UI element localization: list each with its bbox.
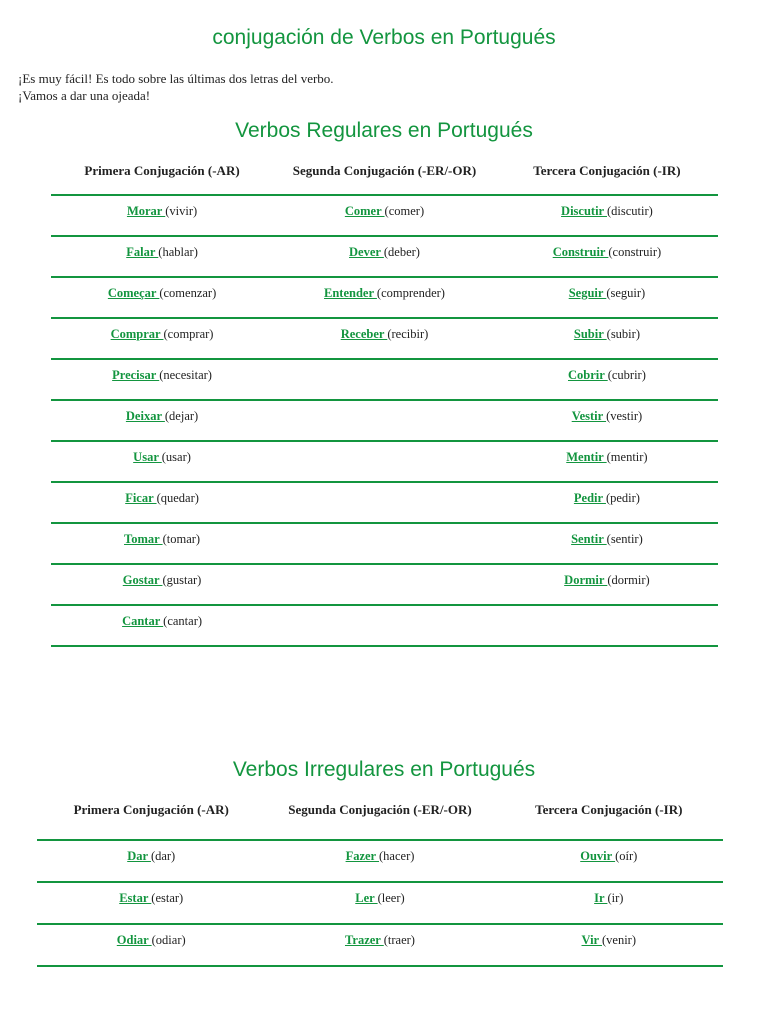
verb-link[interactable]: Dormir [564, 573, 608, 587]
verb-translation: (pedir) [605, 491, 640, 505]
table-cell [37, 924, 265, 966]
verb-link[interactable]: Dar [127, 849, 151, 863]
table-cell [51, 318, 273, 359]
table-row [51, 400, 718, 441]
verb-link[interactable]: Comprar [110, 327, 164, 341]
table-row [51, 523, 718, 564]
verb-translation: (comprender) [376, 286, 445, 300]
table-row [51, 195, 718, 236]
verb-link[interactable]: Discutir [561, 204, 607, 218]
verb-translation: (dar) [150, 849, 176, 863]
table-header-row [51, 163, 718, 195]
column-header-ir: Tercera Conjugación (-IR) [496, 163, 718, 195]
table-cell [51, 359, 273, 400]
verb-translation: (seguir) [606, 286, 646, 300]
table-cell [37, 840, 265, 882]
table-cell [273, 564, 496, 605]
table-cell [51, 441, 273, 482]
intro-line-1: ¡Es muy fácil! Es todo sobre las últimas dos letras del verbo. [18, 71, 334, 86]
table-row [37, 882, 723, 924]
regular-verbs-table [51, 163, 718, 647]
table-cell [51, 605, 273, 646]
column-header-ir: Tercera Conjugación (-IR) [495, 802, 723, 840]
table-cell [496, 564, 718, 605]
verb-link[interactable]: Sentir [571, 532, 607, 546]
intro-line-2: ¡Vamos a dar una ojeada! [18, 88, 151, 103]
column-header-ar: Primera Conjugación (-AR) [37, 802, 265, 840]
verb-translation: (recibir) [387, 327, 429, 341]
verb-link[interactable]: Gostar [122, 573, 163, 587]
verb-link[interactable]: Seguir [568, 286, 607, 300]
table-row [51, 359, 718, 400]
irregular-verbs-title: Verbos Irregulares en Portugués [232, 758, 536, 781]
verb-translation: (estar) [151, 891, 184, 905]
verb-link[interactable]: Usar [133, 450, 162, 464]
verb-translation: (quedar) [156, 491, 199, 505]
verb-translation: (dormir) [607, 573, 650, 587]
verb-link[interactable]: Construir [552, 245, 609, 259]
table-cell [496, 523, 718, 564]
table-cell [496, 605, 718, 646]
table-row [37, 840, 723, 882]
verb-link[interactable]: Ir [594, 891, 608, 905]
table-row [51, 441, 718, 482]
table-cell [495, 840, 723, 882]
verb-translation: (hablar) [158, 245, 198, 259]
table-row [51, 318, 718, 359]
verb-link[interactable]: Odiar [116, 933, 152, 947]
table-cell [273, 482, 496, 523]
verb-link[interactable]: Subir [573, 327, 607, 341]
verb-link[interactable]: Trazer [344, 933, 384, 947]
verb-link[interactable]: Pedir [573, 491, 606, 505]
table-cell [496, 400, 718, 441]
verb-translation: (venir) [602, 933, 637, 947]
verb-translation: (hacer) [379, 849, 415, 863]
column-header-er-or: Segunda Conjugación (-ER/-OR) [265, 802, 494, 840]
table-row [51, 564, 718, 605]
table-header-row [37, 802, 723, 840]
verb-translation: (sentir) [606, 532, 643, 546]
irregular-verbs-table [37, 802, 723, 967]
table-cell [273, 523, 496, 564]
table-cell [273, 359, 496, 400]
table-cell [273, 605, 496, 646]
verb-translation: (traer) [383, 933, 415, 947]
verb-translation: (construir) [608, 245, 662, 259]
verb-link[interactable]: Estar [119, 891, 152, 905]
verb-link[interactable]: Entender [324, 286, 377, 300]
verb-link[interactable]: Ouvir [580, 849, 616, 863]
table-cell [51, 482, 273, 523]
verb-translation: (gustar) [162, 573, 202, 587]
verb-translation: (necesitar) [159, 368, 212, 382]
regular-table-body [51, 195, 718, 646]
table-row [37, 924, 723, 966]
column-header-ar: Primera Conjugación (-AR) [51, 163, 273, 195]
table-cell [51, 236, 273, 277]
verb-translation: (comprar) [163, 327, 214, 341]
verb-translation: (odiar) [151, 933, 186, 947]
verb-translation: (comenzar) [159, 286, 217, 300]
verb-link[interactable]: Tomar [124, 532, 163, 546]
verb-translation: (usar) [161, 450, 191, 464]
page-title: conjugación de Verbos en Portugués [212, 26, 556, 49]
table-cell [265, 840, 494, 882]
intro-text [18, 70, 334, 104]
table-cell [496, 195, 718, 236]
verb-translation: (subir) [606, 327, 640, 341]
table-cell [496, 482, 718, 523]
table-cell [495, 882, 723, 924]
table-cell [51, 195, 273, 236]
verb-translation: (vivir) [165, 204, 198, 218]
verb-link[interactable]: Mentir [566, 450, 607, 464]
verb-link[interactable]: Morar [126, 204, 166, 218]
table-cell [265, 882, 494, 924]
table-row [51, 277, 718, 318]
table-cell [496, 441, 718, 482]
verb-link[interactable]: Vir [581, 933, 602, 947]
table-cell [496, 236, 718, 277]
verb-translation: (deber) [383, 245, 420, 259]
table-cell [495, 924, 723, 966]
irregular-table-body [37, 840, 723, 966]
regular-verbs-title: Verbos Regulares en Portugués [235, 119, 533, 142]
verb-link[interactable]: Cantar [122, 614, 164, 628]
table-cell [496, 359, 718, 400]
table-cell [37, 882, 265, 924]
verb-translation: (vestir) [606, 409, 643, 423]
table-cell [273, 400, 496, 441]
verb-translation: (ir) [607, 891, 624, 905]
verb-translation: (tomar) [162, 532, 201, 546]
table-cell [273, 195, 496, 236]
verb-translation: (leer) [377, 891, 405, 905]
table-cell [273, 441, 496, 482]
table-row [51, 605, 718, 646]
table-cell [51, 277, 273, 318]
verb-link[interactable]: Deixar [125, 409, 165, 423]
table-cell [51, 564, 273, 605]
verb-translation: (mentir) [606, 450, 648, 464]
verb-link[interactable]: Ficar [125, 491, 157, 505]
verb-link[interactable]: Vestir [571, 409, 607, 423]
table-cell [51, 523, 273, 564]
verb-link[interactable]: Precisar [112, 368, 160, 382]
verb-translation: (dejar) [164, 409, 199, 423]
table-cell [273, 236, 496, 277]
table-cell [273, 318, 496, 359]
verb-translation: (cubrir) [607, 368, 646, 382]
column-header-er-or: Segunda Conjugación (-ER/-OR) [273, 163, 496, 195]
verb-translation: (discutir) [607, 204, 653, 218]
verb-link[interactable]: Dever [349, 245, 384, 259]
verb-link[interactable]: Começar [107, 286, 160, 300]
table-row [51, 236, 718, 277]
verb-link[interactable]: Ler [355, 891, 378, 905]
verb-link[interactable]: Fazer [345, 849, 380, 863]
table-cell [273, 277, 496, 318]
table-cell [496, 277, 718, 318]
verb-translation: (oír) [615, 849, 638, 863]
verb-link[interactable]: Cobrir [568, 368, 608, 382]
table-cell [265, 924, 494, 966]
verb-link[interactable]: Falar [126, 245, 159, 259]
table-cell [496, 318, 718, 359]
verb-link[interactable]: Comer [344, 204, 385, 218]
table-row [51, 482, 718, 523]
table-cell [51, 400, 273, 441]
verb-translation: (comer) [384, 204, 425, 218]
verb-link[interactable]: Receber [340, 327, 388, 341]
verb-translation: (cantar) [163, 614, 203, 628]
